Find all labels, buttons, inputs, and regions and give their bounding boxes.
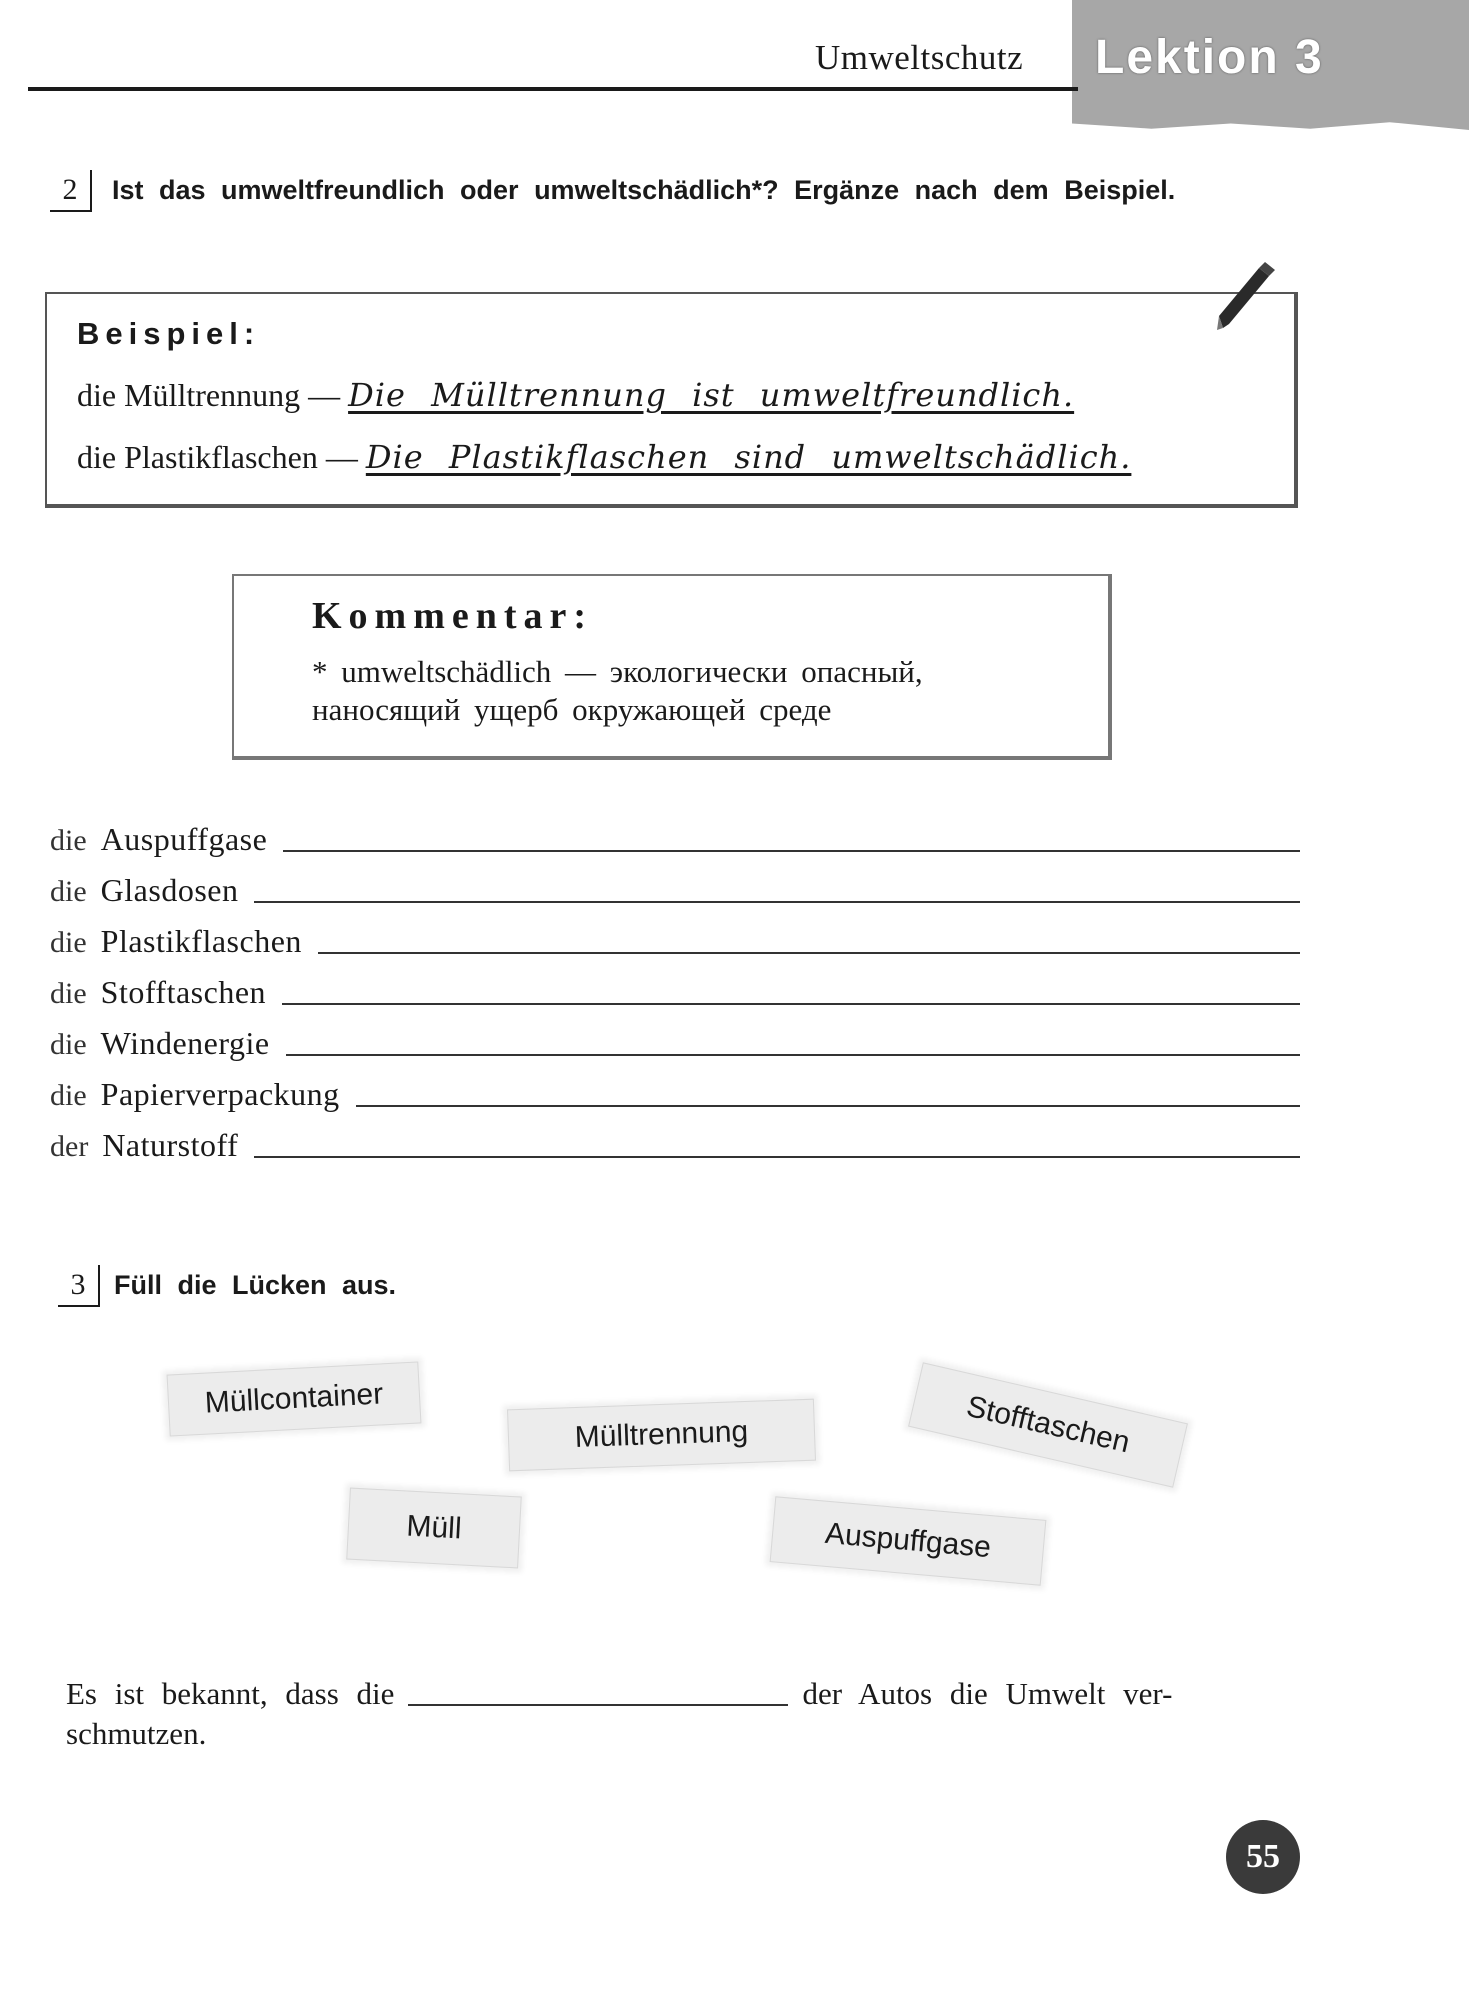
fill-row [50,920,1300,960]
answer-line[interactable] [318,952,1300,954]
comment-heading: Kommentar: [312,595,594,637]
example-row [77,376,1074,414]
answer-line[interactable] [282,1003,1300,1005]
example-term: die Plastikflaschen — [77,439,358,475]
example-term: die Mülltrennung — [77,377,341,413]
example-heading: Beispiel: [77,316,261,351]
task-3-number: 3 [58,1265,100,1307]
word-card: Mülltrennung [507,1399,816,1472]
example-row [77,438,1131,476]
fill-row [50,971,1300,1011]
word-card: Stofftaschen [908,1362,1188,1487]
sentence-continuation: schmutzen. [66,1716,207,1751]
pencil-icon [1215,262,1275,332]
task-2-number: 2 [50,170,92,212]
fill-row [50,818,1300,858]
fill-article: die [50,977,87,1010]
answer-line[interactable] [286,1054,1300,1056]
word-card: Müllcontainer [167,1361,422,1436]
fill-word: Stofftaschen [100,974,267,1010]
fill-row [50,1073,1300,1113]
page-number: 55 [1226,1820,1300,1894]
answer-line[interactable] [356,1105,1300,1107]
word-card: Auspuffgase [770,1496,1047,1585]
fill-word: Windenergie [100,1025,270,1061]
answer-line[interactable] [254,1156,1300,1158]
fill-article: die [50,926,87,959]
comment-line: * umweltschädlich — экологически опасный, [312,654,923,689]
fill-word: Papierverpackung [100,1076,340,1112]
fill-article: die [50,1079,87,1112]
example-answer: Die Mülltrennung ist umweltfreundlich. [348,376,1075,414]
task-2-instruction: Ist das umweltfreundlich oder umweltschädlich*? Ergänze nach dem Beispiel. [112,175,1176,205]
word-card: Müll [346,1488,522,1569]
fill-row [50,869,1300,909]
sentence-start: Es ist bekannt, dass die [66,1676,395,1711]
example-box [45,292,1298,508]
fill-word: Naturstoff [102,1127,239,1163]
fill-word: Glasdosen [100,872,239,908]
answer-line[interactable] [254,901,1300,903]
page-header-title: Umweltschutz [815,38,1024,77]
fill-row [50,1124,1300,1164]
gap-sentence [66,1676,1172,1712]
answer-line[interactable] [283,850,1300,852]
fill-word: Auspuffgase [100,821,268,857]
gap-line[interactable] [408,1704,788,1706]
fill-article: die [50,875,87,908]
fill-article: der [50,1130,89,1163]
fill-article: die [50,824,87,857]
example-answer: Die Plastikflaschen sind umweltschädlich. [365,438,1132,476]
fill-article: die [50,1028,87,1061]
sentence-end: der Autos die Umwelt ver- [802,1676,1173,1711]
fill-word: Plastikflaschen [100,923,302,959]
header-divider [28,87,1078,91]
lesson-label: Lektion 3 [1095,31,1324,84]
comment-box [232,574,1112,760]
task-3-instruction: Füll die Lücken aus. [114,1270,397,1300]
comment-line: наносящий ущерб окружающей среде [312,692,832,727]
fill-row [50,1022,1300,1062]
